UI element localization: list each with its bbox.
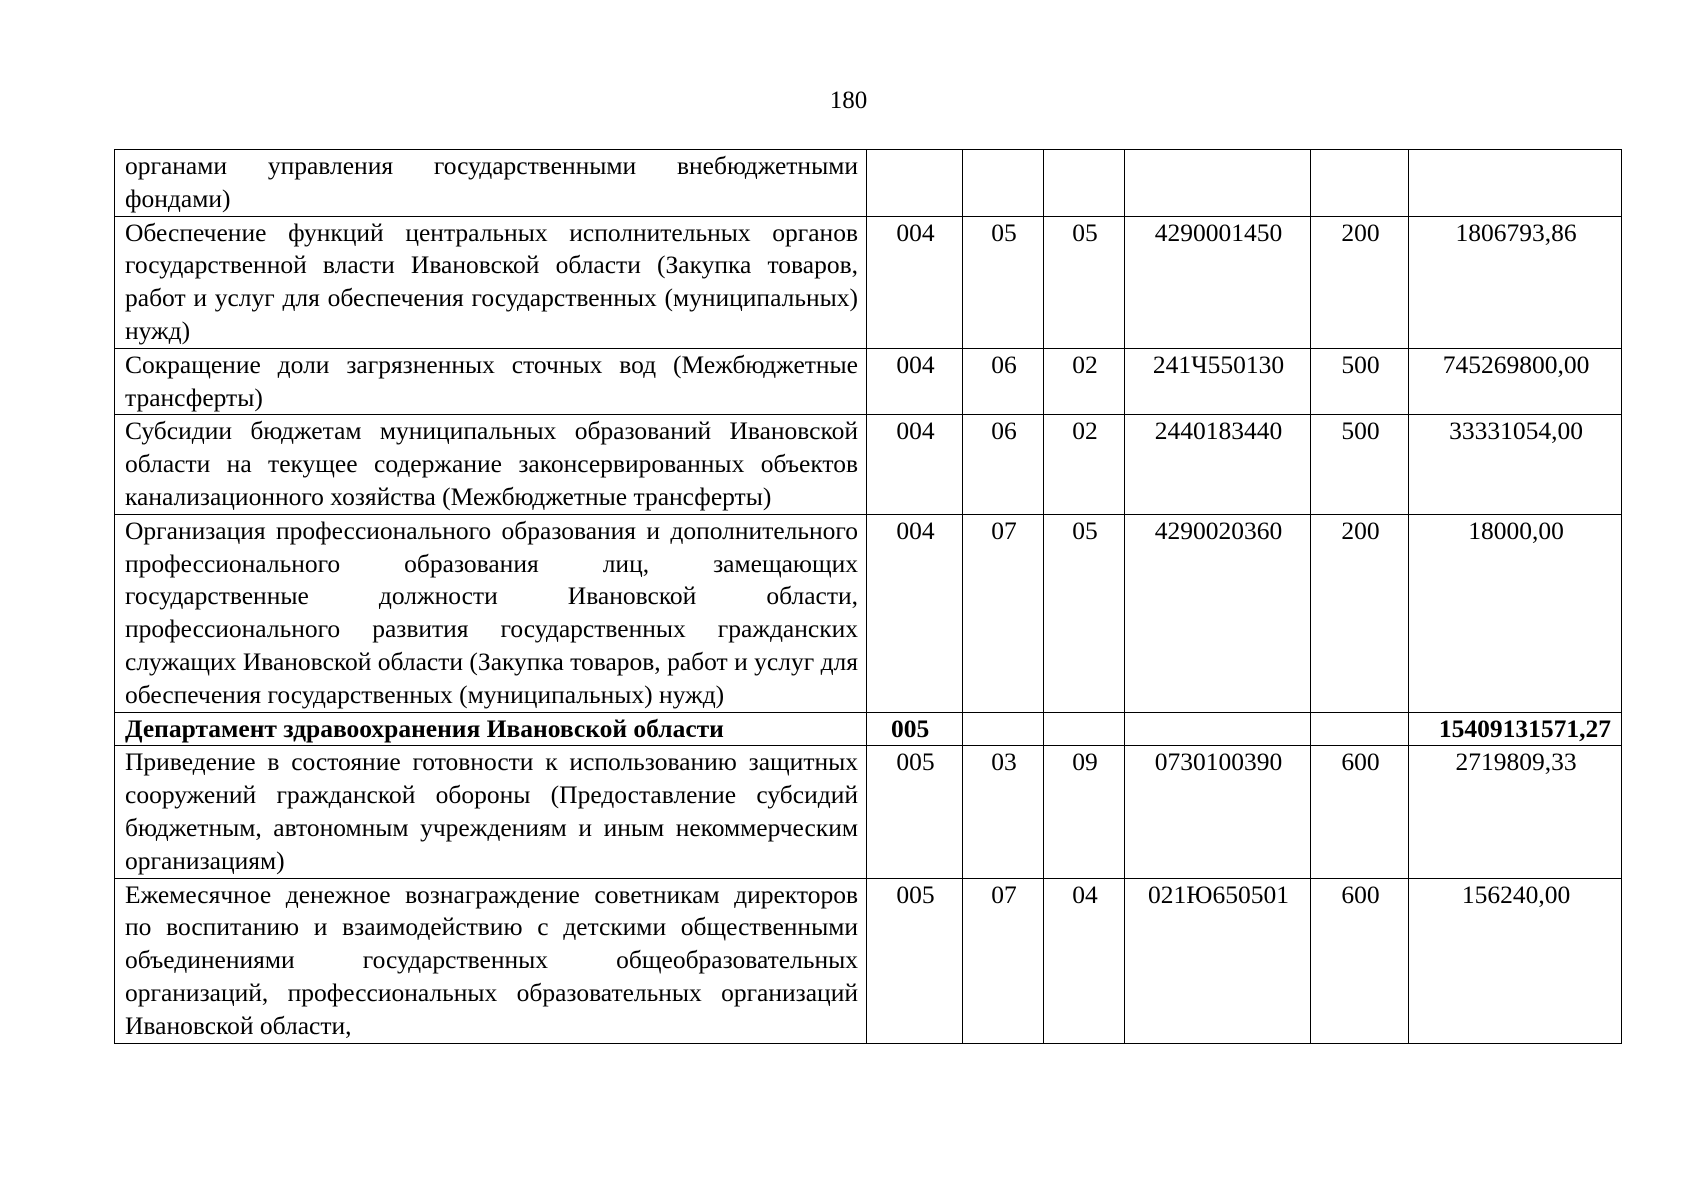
- row-ved: [867, 150, 963, 217]
- row-rz: 07: [963, 514, 1044, 712]
- row-sum: 15409131571,27: [1409, 712, 1622, 746]
- row-name: Субсидии бюджетам муниципальных образований Ивановской области на текущее содержание законсервированных объектов канализационного хозяйства (Межбюджетные трансферты): [115, 415, 867, 514]
- row-vr: 200: [1311, 216, 1409, 348]
- row-pr: 02: [1044, 348, 1125, 415]
- row-ved: 004: [867, 415, 963, 514]
- row-csr: 2440183440: [1125, 415, 1311, 514]
- row-rz: [963, 712, 1044, 746]
- row-pr: 02: [1044, 415, 1125, 514]
- table-row: [115, 746, 1622, 878]
- row-pr: [1044, 712, 1125, 746]
- row-csr: [1125, 712, 1311, 746]
- row-ved: 005: [867, 746, 963, 878]
- row-csr: 4290001450: [1125, 216, 1311, 348]
- table-row: [115, 415, 1622, 514]
- row-vr: 500: [1311, 348, 1409, 415]
- row-name: Обеспечение функций центральных исполнительных органов государственной власти Ивановской области (Закупка товаров, работ и услуг для обеспечения государственных (муниципальных) нужд): [115, 216, 867, 348]
- row-pr: 05: [1044, 514, 1125, 712]
- row-vr: 600: [1311, 746, 1409, 878]
- row-sum: 745269800,00: [1409, 348, 1622, 415]
- row-vr: 500: [1311, 415, 1409, 514]
- row-ved: 004: [867, 216, 963, 348]
- row-pr: 09: [1044, 746, 1125, 878]
- row-name: Сокращение доли загрязненных сточных вод (Межбюджетные трансферты): [115, 348, 867, 415]
- row-csr: [1125, 150, 1311, 217]
- row-rz: 03: [963, 746, 1044, 878]
- table-row: [115, 216, 1622, 348]
- row-vr: [1311, 712, 1409, 746]
- row-vr: [1311, 150, 1409, 217]
- row-rz: 05: [963, 216, 1044, 348]
- row-sum: [1409, 150, 1622, 217]
- row-pr: 05: [1044, 216, 1125, 348]
- row-sum: 1806793,86: [1409, 216, 1622, 348]
- row-rz: 06: [963, 348, 1044, 415]
- row-pr: 04: [1044, 878, 1125, 1043]
- row-ved: 004: [867, 348, 963, 415]
- row-csr: 241Ч550130: [1125, 348, 1311, 415]
- row-sum: 156240,00: [1409, 878, 1622, 1043]
- row-name: Приведение в состояние готовности к использованию защитных сооружений гражданской обороны (Предоставление субсидий бюджетным, автономным учреждениям и иным некоммерческим организациям): [115, 746, 867, 878]
- row-ved: 005: [867, 878, 963, 1043]
- row-csr: 0730100390: [1125, 746, 1311, 878]
- page-number: 180: [829, 87, 868, 114]
- row-pr: [1044, 150, 1125, 217]
- table-row-department: [115, 712, 1622, 746]
- row-sum: 18000,00: [1409, 514, 1622, 712]
- row-vr: 600: [1311, 878, 1409, 1043]
- table-row: [115, 514, 1622, 712]
- row-csr: 4290020360: [1125, 514, 1311, 712]
- row-rz: 07: [963, 878, 1044, 1043]
- table-row: [115, 348, 1622, 415]
- row-ved: 005: [867, 712, 963, 746]
- table-row: [115, 878, 1622, 1043]
- row-vr: 200: [1311, 514, 1409, 712]
- row-csr: 021Ю650501: [1125, 878, 1311, 1043]
- row-ved: 004: [867, 514, 963, 712]
- row-name: Организация профессионального образования и дополнительного профессионального образования лиц, замещающих государственные должности Ивановской области, профессионального развития государственных гражданских служащих Ивановской области (Закупка товаров, работ и услуг для обеспечения государственных (муниципальных) нужд): [115, 514, 867, 712]
- row-rz: 06: [963, 415, 1044, 514]
- budget-table: [114, 149, 1622, 1044]
- row-name: органами управления государственными внебюджетными фондами): [115, 150, 867, 217]
- table-row: [115, 150, 1622, 217]
- row-sum: 33331054,00: [1409, 415, 1622, 514]
- row-rz: [963, 150, 1044, 217]
- row-name: Ежемесячное денежное вознаграждение советникам директоров по воспитанию и взаимодействию с детскими общественными объединениями государственных общеобразовательных организаций, профессиональных образовательных организаций Ивановской области,: [115, 878, 867, 1043]
- row-name: Департамент здравоохранения Ивановской области: [115, 712, 867, 746]
- row-sum: 2719809,33: [1409, 746, 1622, 878]
